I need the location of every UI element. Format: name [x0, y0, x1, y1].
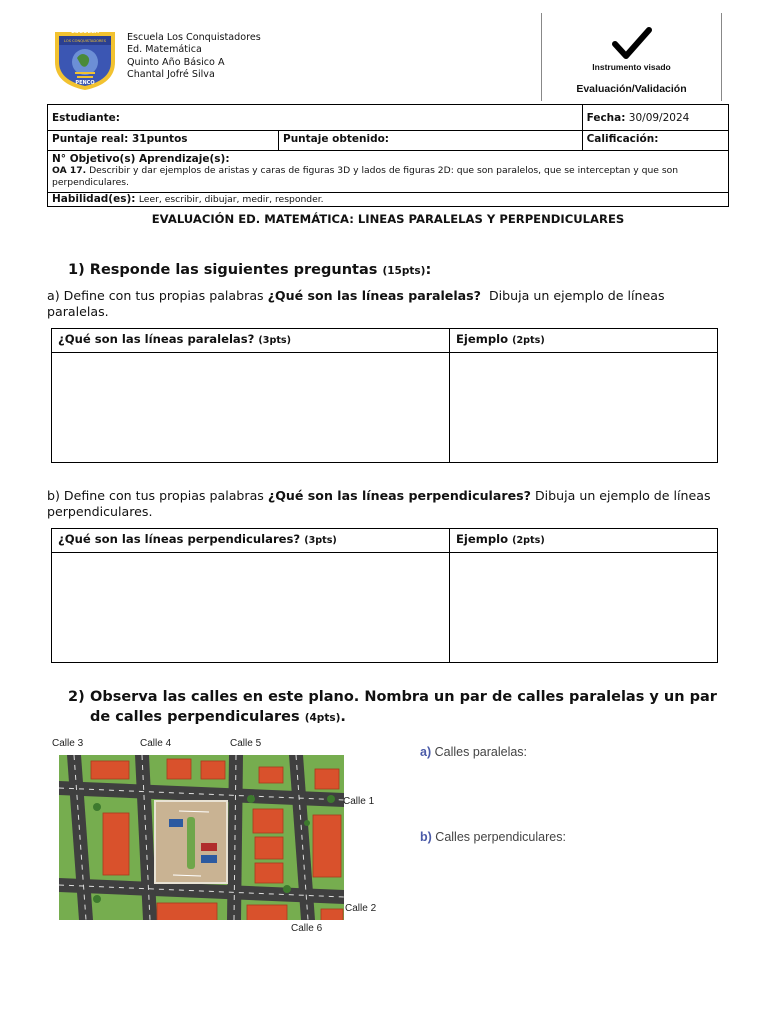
q1a-col2-points: (2pts): [512, 335, 545, 346]
question-1-number: 1): [68, 262, 85, 278]
street-label-1: Calle 1: [343, 796, 375, 807]
perpendicular-prompt-text: Calles perpendiculares:: [435, 830, 566, 844]
q1b-lead: b) Define con tus propias palabras: [47, 488, 264, 503]
grade-label: Calificación:: [586, 133, 659, 145]
skills-text: Leer, escribir, dibujar, medir, responder.: [138, 194, 324, 205]
question-1a-prompt: [47, 288, 727, 319]
q1b-col2-points: (2pts): [512, 535, 545, 546]
school-info: [127, 32, 261, 82]
school-subject: Ed. Matemática: [127, 44, 202, 56]
parallel-definition-answer[interactable]: [52, 353, 450, 463]
logo-text-arc: LOS CONQUISTADORES: [64, 39, 106, 43]
logo-text-top: ESCUELA: [71, 29, 99, 35]
street-map: [51, 733, 388, 938]
question-2-text: Observa las calles en este plano. Nombra un par de calles paralelas y un par de calles perpendiculares: [90, 689, 717, 725]
q1b-tail: Dibuja un ejemplo de líneas perpendiculares.: [47, 488, 711, 519]
question-2-points: (4pts): [304, 711, 341, 724]
q1a-bold: ¿Qué son las líneas paralelas?: [267, 288, 481, 303]
question-1b-prompt: [47, 488, 727, 519]
parallel-prompt-label: a): [420, 745, 432, 759]
visado-stamp: [541, 13, 722, 101]
parallel-example-answer[interactable]: [450, 353, 718, 463]
question-2-heading: [68, 688, 728, 728]
school-course: Quinto Año Básico A: [127, 56, 225, 68]
perpendicular-definition-answer[interactable]: [52, 553, 450, 663]
question-1-text: Responde las siguientes preguntas: [89, 262, 378, 278]
student-info-table: [47, 104, 729, 207]
objective-code: OA 17.: [52, 165, 87, 176]
stamp-label: Instrumento visado: [592, 62, 671, 72]
answer-table-parallel: [51, 328, 718, 463]
logo-text-bottom: PENCO: [75, 80, 95, 86]
question-1-heading: [68, 262, 431, 278]
q1b-bold: ¿Qué son las líneas perpendiculares?: [267, 488, 531, 503]
q1a-tail: Dibuja un ejemplo de líneas paralelas.: [47, 288, 665, 319]
school-teacher: Chantal Jofré Silva: [127, 69, 215, 81]
page-title: EVALUACIÓN ED. MATEMÁTICA: LINEAS PARALELAS Y PERPENDICULARES: [151, 212, 625, 226]
q1b-col1-points: (3pts): [304, 535, 337, 546]
q1b-col1-header: ¿Qué son las líneas perpendiculares?: [58, 532, 301, 546]
answer-table-perpendicular: [51, 528, 718, 663]
street-label-2: Calle 2: [345, 903, 377, 914]
street-label-6: Calle 6: [291, 923, 323, 934]
question-2-number: 2): [68, 689, 85, 705]
perpendicular-streets-prompt: [420, 830, 566, 844]
q1a-col2-header: Ejemplo: [456, 332, 509, 346]
question-2-period: .: [340, 708, 346, 725]
street-label-3: Calle 3: [52, 738, 84, 749]
perpendicular-prompt-label: b): [420, 830, 432, 844]
obtained-score: Puntaje obtenido:: [283, 133, 389, 145]
stamp-caption: Evaluación/Validación: [576, 83, 687, 95]
question-1-colon: :: [425, 262, 432, 278]
q1b-col2-header: Ejemplo: [456, 532, 509, 546]
date-value: 30/09/2024: [628, 111, 690, 124]
objective-text: Describir y dar ejemplos de aristas y caras de figuras 3D y lados de figuras 2D: que son paralelos, que se interceptan y que son perpendiculares.: [52, 165, 679, 188]
checkmark-icon: [612, 27, 652, 61]
student-label: Estudiante:: [52, 111, 120, 124]
q1a-lead: a) Define con tus propias palabras: [47, 288, 264, 303]
parallel-prompt-text: Calles paralelas:: [434, 745, 528, 759]
skills-label: Habilidad(es):: [52, 193, 136, 205]
street-label-5: Calle 5: [230, 738, 262, 749]
objective-label: N° Objetivo(s) Aprendizaje(s):: [52, 153, 230, 165]
date-label: Fecha:: [586, 111, 626, 124]
q1a-col1-header: ¿Qué son las líneas paralelas?: [58, 332, 255, 346]
street-label-4: Calle 4: [140, 738, 172, 749]
school-name: Escuela Los Conquistadores: [127, 32, 261, 43]
perpendicular-example-answer[interactable]: [450, 553, 718, 663]
real-score: Puntaje real: 31puntos: [52, 133, 188, 145]
question-1-points: (15pts): [382, 265, 426, 277]
q1a-col1-points: (3pts): [258, 335, 292, 346]
parallel-streets-prompt: [420, 745, 527, 759]
